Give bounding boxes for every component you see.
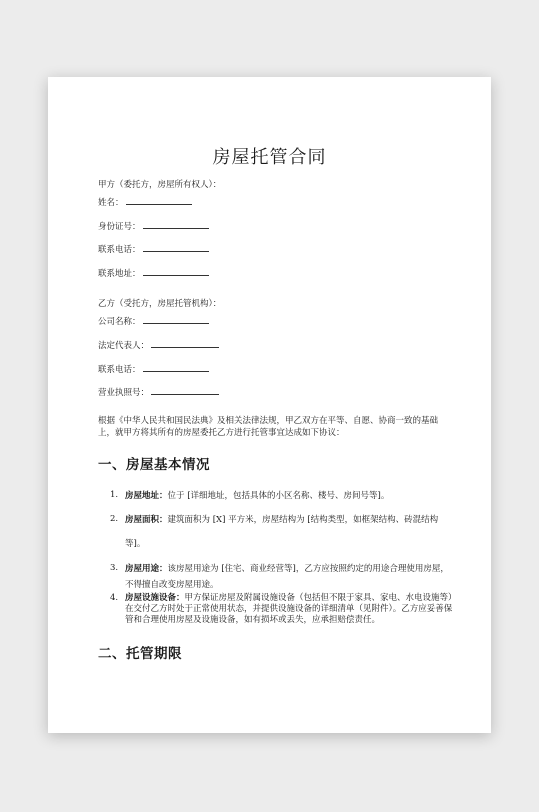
party-b-company-field xyxy=(98,315,209,327)
party-a-name-field xyxy=(98,196,192,208)
field-label: 联系地址： xyxy=(98,269,141,279)
party-a-phone-field xyxy=(98,243,209,255)
field-label: 姓名： xyxy=(98,198,124,208)
item-number: 4. xyxy=(110,593,119,603)
party-b-heading: 乙方（受托方，房屋托管机构）： xyxy=(98,299,222,309)
item-number: 1. xyxy=(110,490,119,500)
blank-line xyxy=(143,363,209,372)
blank-line xyxy=(143,267,209,276)
item-text: 位于 [详细地址，包括具体的小区名称、楼号、房间号等]。 xyxy=(167,491,390,501)
party-a-id-field xyxy=(98,220,209,232)
field-label: 营业执照号： xyxy=(98,388,150,398)
item-number: 2. xyxy=(110,514,119,524)
item-label: 房屋用途： xyxy=(125,564,168,574)
party-a-address-field xyxy=(98,267,209,279)
party-b-license-field xyxy=(98,386,219,398)
blank-line xyxy=(143,220,209,229)
item-label: 房屋设施设备： xyxy=(125,593,185,603)
section-heading-term: 二、托管期限 xyxy=(98,646,182,662)
blank-line xyxy=(143,315,209,324)
contract-page xyxy=(48,77,491,733)
item-number: 3. xyxy=(110,563,119,573)
item-text: 建筑面积为 [X] 平方米，房屋结构为 [结构类型，如框架结构、砖混结构等]。 xyxy=(125,515,439,549)
section-heading-property-info: 一、房屋基本情况 xyxy=(98,457,210,473)
field-label: 联系电话： xyxy=(98,245,141,255)
party-b-phone-field xyxy=(98,363,209,375)
party-b-representative-field xyxy=(98,339,219,351)
blank-line xyxy=(143,243,209,252)
item-label: 房屋地址： xyxy=(125,491,168,501)
blank-line xyxy=(151,386,219,395)
item-label: 房屋面积： xyxy=(125,515,168,525)
blank-line xyxy=(126,196,192,205)
intro-paragraph: 根据《中华人民共和国民法典》及相关法律法规，甲乙双方在平等、自愿、协商一致的基础上，就甲方将其所有的房屋委托乙方进行托管事宜达成如下协议： xyxy=(98,416,439,438)
field-label: 公司名称： xyxy=(98,317,141,327)
page-title: 房屋托管合同 xyxy=(212,147,327,168)
item-text: 该房屋用途为 [住宅、商业经营等]，乙方应按照约定的用途合理使用房屋，不得擅自改变房屋用途。 xyxy=(125,564,449,590)
field-label: 法定代表人： xyxy=(98,341,150,351)
field-label: 联系电话： xyxy=(98,365,141,375)
party-a-heading: 甲方（委托方，房屋所有权人）： xyxy=(98,180,222,190)
item-text: 甲方保证房屋及附属设施设备（包括但不限于家具、家电、水电设施等）在交付乙方时处于正常使用状态，并提供设施设备的详细清单（见附件）。乙方应妥善保管和合理使用房屋及设施设备，如有损坏或丢失，应承担赔偿责任。 xyxy=(125,593,453,625)
field-label: 身份证号： xyxy=(98,222,141,232)
blank-line xyxy=(151,339,219,348)
